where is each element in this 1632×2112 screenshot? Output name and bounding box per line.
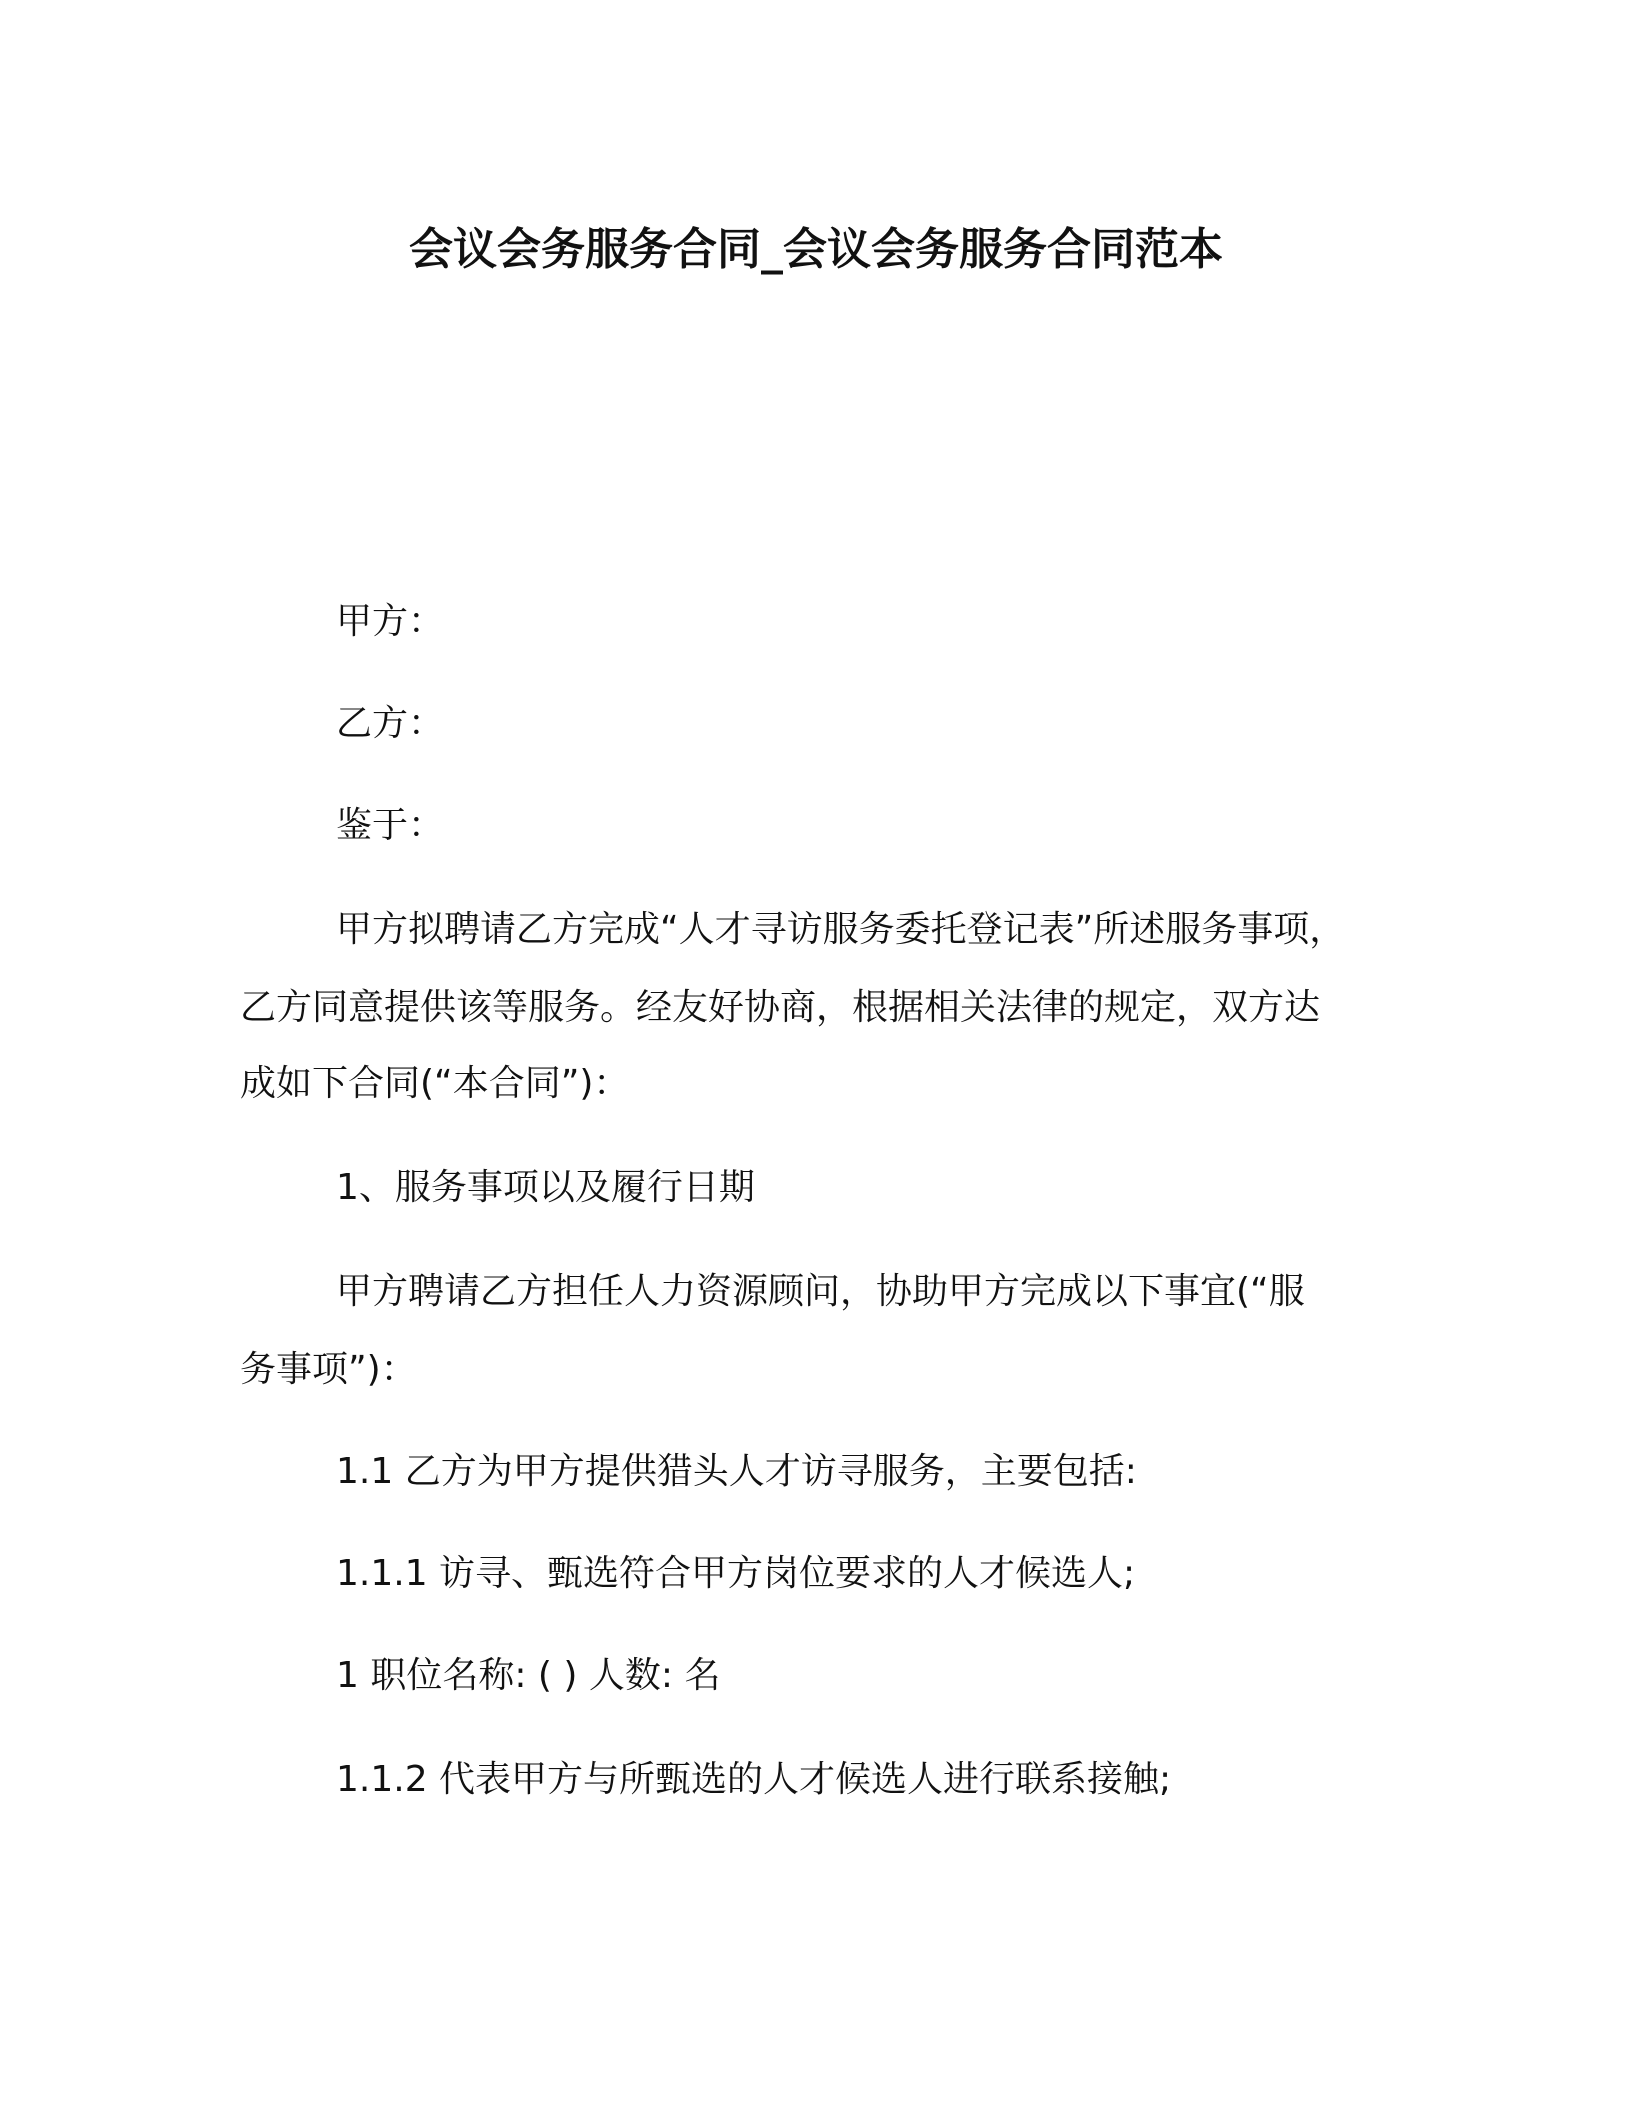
intro-line-3: 成如下合同(“本合同”)：	[240, 1063, 630, 1104]
party-a-label: 甲方：	[336, 601, 445, 642]
section-1-body-line-1: 甲方聘请乙方担任人力资源顾问，协助甲方完成以下事宜(“服	[336, 1271, 1305, 1312]
whereas-label: 鉴于：	[336, 805, 445, 846]
section-1-body-line-2: 务事项”)：	[240, 1349, 417, 1390]
party-b-label: 乙方：	[336, 703, 445, 744]
intro-line-1: 甲方拟聘请乙方完成“人才寻访服务委托登记表”所述服务事项，	[336, 909, 1346, 950]
position-line: 1 职位名称: ( ) 人数: 名	[336, 1655, 721, 1696]
item-1-1-1: 1.1.1 访寻、甄选符合甲方岗位要求的人才候选人;	[336, 1553, 1136, 1594]
document-title: 会议会务服务合同_会议会务服务合同范本	[409, 224, 1223, 275]
intro-line-2: 乙方同意提供该等服务。经友好协商，根据相关法律的规定，双方达	[240, 987, 1321, 1028]
section-1-heading: 1、服务事项以及履行日期	[336, 1167, 755, 1208]
item-1-1-2: 1.1.2 代表甲方与所甄选的人才候选人进行联系接触;	[336, 1759, 1172, 1800]
item-1-1: 1.1 乙方为甲方提供猎头人才访寻服务，主要包括:	[336, 1451, 1137, 1492]
